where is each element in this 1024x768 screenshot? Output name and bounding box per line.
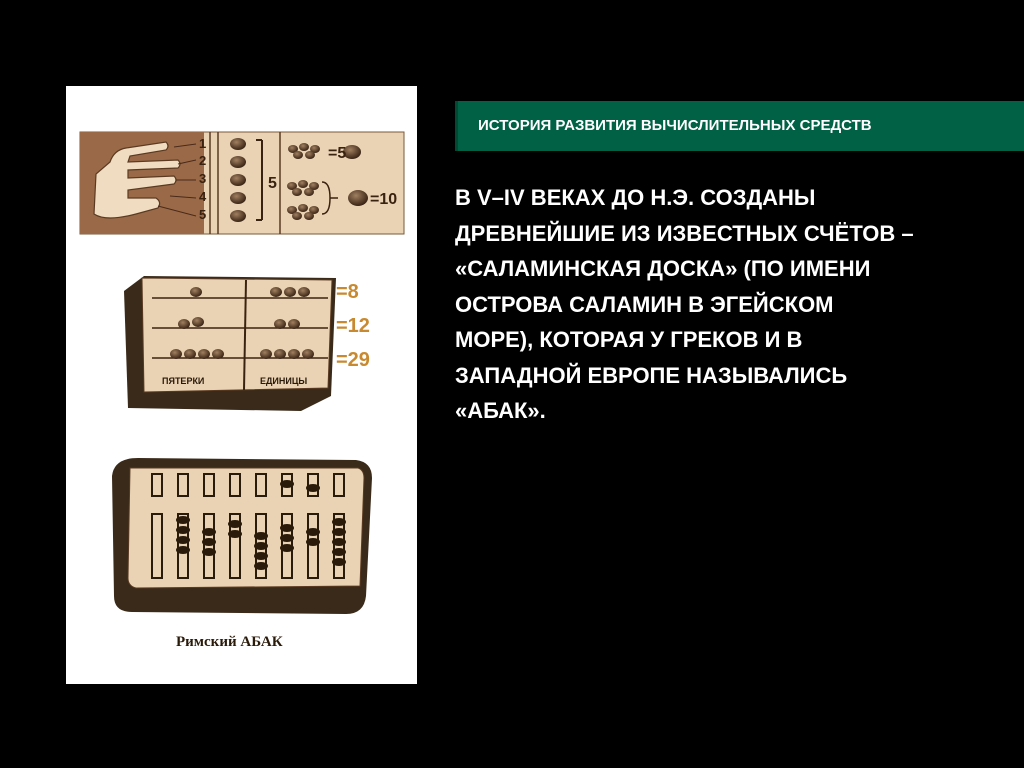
body-text [455, 180, 975, 429]
illustration-panel [66, 86, 417, 684]
row-value: =29 [336, 349, 370, 371]
equation-bottom: =10 [370, 191, 398, 208]
hand-counting-strip [80, 132, 404, 234]
row-value: =8 [336, 281, 359, 303]
row-value: =12 [336, 315, 370, 337]
finger-number: 1 [199, 136, 207, 151]
title-bar [455, 101, 1024, 151]
equation-top: =5 [328, 145, 347, 162]
body-line: «САЛАМИНСКАЯ ДОСКА» (ПО ИМЕНИ [455, 256, 871, 281]
abacus-illustration [66, 86, 417, 684]
bracket-value: 5 [268, 175, 277, 192]
label-fives: ПЯТЕРКИ [162, 376, 205, 386]
body-line: МОРЕ), КОТОРАЯ У ГРЕКОВ И В [455, 327, 803, 352]
finger-number: 3 [199, 171, 207, 186]
label-units: ЕДИНИЦЫ [260, 376, 308, 386]
salamis-board [124, 276, 370, 411]
abacus-caption: Римский АБАК [176, 634, 283, 650]
slide-title: ИСТОРИЯ РАЗВИТИЯ ВЫЧИСЛИТЕЛЬНЫХ СРЕДСТВ [478, 117, 872, 134]
body-line: ЗАПАДНОЙ ЕВРОПЕ НАЗЫВАЛИСЬ [455, 362, 848, 388]
roman-abacus [112, 458, 372, 650]
finger-number: 5 [199, 207, 207, 222]
body-line: В V–IV ВЕКАХ ДО Н.Э. СОЗДАНЫ [455, 185, 816, 210]
body-line: «АБАК». [455, 398, 546, 423]
finger-number: 4 [199, 189, 207, 204]
body-line: ОСТРОВА САЛАМИН В ЭГЕЙСКОМ [455, 291, 834, 317]
finger-number: 2 [199, 153, 207, 168]
body-line: ДРЕВНЕЙШИЕ ИЗ ИЗВЕСТНЫХ СЧЁТОВ – [455, 220, 914, 246]
